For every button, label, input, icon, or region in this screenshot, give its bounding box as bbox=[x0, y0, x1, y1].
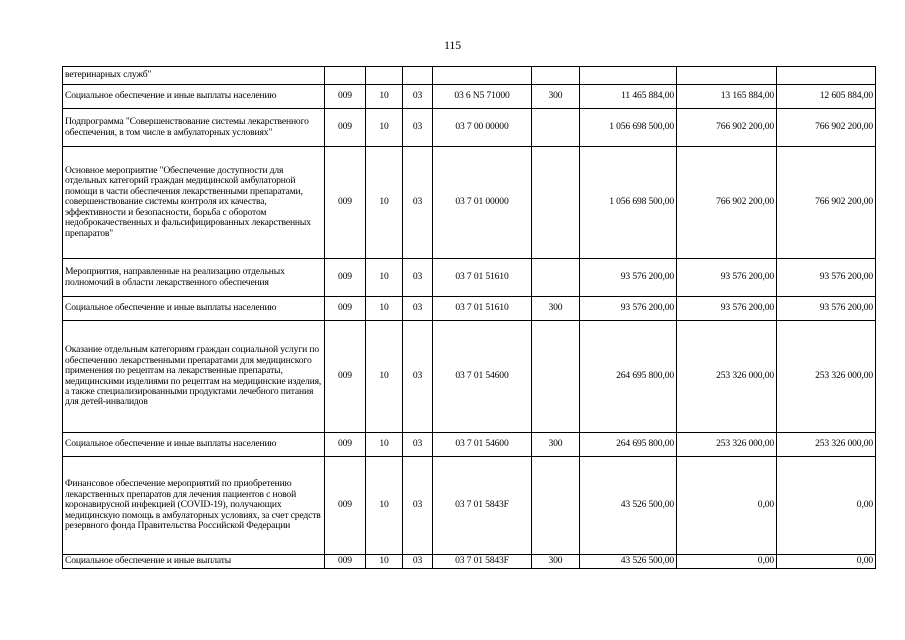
admin-code: 009 bbox=[325, 259, 366, 297]
table-row bbox=[63, 555, 876, 569]
amount-year-3: 766 902 200,00 bbox=[777, 147, 876, 259]
section-code: 10 bbox=[366, 321, 403, 433]
amount-year-2: 253 326 000,00 bbox=[677, 321, 777, 433]
amount-year-2: 13 165 884,00 bbox=[677, 85, 777, 109]
amount-year-2: 93 576 200,00 bbox=[677, 259, 777, 297]
target-article-code bbox=[433, 67, 532, 85]
section-code bbox=[366, 67, 403, 85]
subsection-code: 03 bbox=[403, 297, 433, 321]
target-article-code: 03 7 01 00000 bbox=[433, 147, 532, 259]
amount-year-1: 1 056 698 500,00 bbox=[580, 109, 677, 147]
section-code: 10 bbox=[366, 147, 403, 259]
table-row bbox=[63, 109, 876, 147]
admin-code: 009 bbox=[325, 321, 366, 433]
admin-code bbox=[325, 67, 366, 85]
amount-year-1 bbox=[580, 67, 677, 85]
subsection-code bbox=[403, 67, 433, 85]
expense-type-code: 300 bbox=[532, 555, 580, 569]
amount-year-3: 93 576 200,00 bbox=[777, 259, 876, 297]
row-name: Оказание отдельным категориям граждан социальной услуги по обеспечению лекарственными препаратами для медицинского применения по рецептам на лекарственные препараты, медицинскими изделиями по рецептам на медицинские изделия, а также специализированными продуктами лечебного питания для детей-инвалидов bbox=[63, 321, 325, 433]
amount-year-3 bbox=[777, 67, 876, 85]
expense-type-code bbox=[532, 321, 580, 433]
amount-year-3: 93 576 200,00 bbox=[777, 297, 876, 321]
amount-year-2 bbox=[677, 67, 777, 85]
amount-year-1: 93 576 200,00 bbox=[580, 259, 677, 297]
amount-year-1: 93 576 200,00 bbox=[580, 297, 677, 321]
admin-code: 009 bbox=[325, 457, 366, 555]
amount-year-3: 253 326 000,00 bbox=[777, 321, 876, 433]
row-name: Финансовое обеспечение мероприятий по приобретению лекарственных препаратов для лечения пациентов с новой коронавирусной инфекцией (COVID-19), получающих медицинскую помощь в амбулаторных условиях, за счет средств резервного фонда Правительства Российской Федерации bbox=[63, 457, 325, 555]
expense-type-code bbox=[532, 259, 580, 297]
target-article-code: 03 6 N5 71000 bbox=[433, 85, 532, 109]
amount-year-3: 0,00 bbox=[777, 555, 876, 569]
section-code: 10 bbox=[366, 433, 403, 457]
subsection-code: 03 bbox=[403, 433, 433, 457]
target-article-code: 03 7 01 5843F bbox=[433, 555, 532, 569]
amount-year-2: 253 326 000,00 bbox=[677, 433, 777, 457]
expense-type-code: 300 bbox=[532, 85, 580, 109]
subsection-code: 03 bbox=[403, 109, 433, 147]
row-name: Социальное обеспечение и иные выплаты населению bbox=[63, 297, 325, 321]
target-article-code: 03 7 01 54600 bbox=[433, 433, 532, 457]
amount-year-3: 0,00 bbox=[777, 457, 876, 555]
expense-type-code: 300 bbox=[532, 433, 580, 457]
row-name: Основное мероприятие "Обеспечение доступности для отдельных категорий граждан медицинской амбулаторной помощи в части обеспечения лекарственными препаратами, совершенствование системы контроля их качества, эффективности и безопасности, борьба с оборотом недоброкачественных и фальсифицированных лекарственных препаратов" bbox=[63, 147, 325, 259]
target-article-code: 03 7 01 54600 bbox=[433, 321, 532, 433]
row-name: Социальное обеспечение и иные выплаты населению bbox=[63, 433, 325, 457]
target-article-code: 03 7 01 51610 bbox=[433, 259, 532, 297]
row-name: Социальное обеспечение и иные выплаты bbox=[63, 555, 325, 569]
amount-year-1: 264 695 800,00 bbox=[580, 433, 677, 457]
section-code: 10 bbox=[366, 85, 403, 109]
target-article-code: 03 7 01 5843F bbox=[433, 457, 532, 555]
amount-year-2: 766 902 200,00 bbox=[677, 147, 777, 259]
row-name: Подпрограмма "Совершенствование системы лекарственного обеспечения, в том числе в амбулаторных условиях" bbox=[63, 109, 325, 147]
table-row bbox=[63, 297, 876, 321]
admin-code: 009 bbox=[325, 85, 366, 109]
admin-code: 009 bbox=[325, 555, 366, 569]
table-row bbox=[63, 147, 876, 259]
amount-year-3: 12 605 884,00 bbox=[777, 85, 876, 109]
table-row bbox=[63, 85, 876, 109]
row-name: ветеринарных служб" bbox=[63, 67, 325, 85]
table-row bbox=[63, 67, 876, 85]
admin-code: 009 bbox=[325, 147, 366, 259]
subsection-code: 03 bbox=[403, 555, 433, 569]
page-number: 115 bbox=[444, 38, 461, 52]
amount-year-1: 1 056 698 500,00 bbox=[580, 147, 677, 259]
amount-year-3: 766 902 200,00 bbox=[777, 109, 876, 147]
table-row bbox=[63, 321, 876, 433]
amount-year-2: 0,00 bbox=[677, 457, 777, 555]
target-article-code: 03 7 00 00000 bbox=[433, 109, 532, 147]
expense-type-code bbox=[532, 147, 580, 259]
amount-year-1: 43 526 500,00 bbox=[580, 555, 677, 569]
amount-year-2: 766 902 200,00 bbox=[677, 109, 777, 147]
amount-year-3: 253 326 000,00 bbox=[777, 433, 876, 457]
row-name: Социальное обеспечение и иные выплаты населению bbox=[63, 85, 325, 109]
subsection-code: 03 bbox=[403, 85, 433, 109]
amount-year-2: 0,00 bbox=[677, 555, 777, 569]
row-name: Мероприятия, направленные на реализацию отдельных полномочий в области лекарственного обеспечения bbox=[63, 259, 325, 297]
table-row bbox=[63, 433, 876, 457]
expense-type-code: 300 bbox=[532, 297, 580, 321]
admin-code: 009 bbox=[325, 297, 366, 321]
amount-year-1: 43 526 500,00 bbox=[580, 457, 677, 555]
section-code: 10 bbox=[366, 457, 403, 555]
table-row bbox=[63, 259, 876, 297]
section-code: 10 bbox=[366, 555, 403, 569]
subsection-code: 03 bbox=[403, 321, 433, 433]
amount-year-1: 264 695 800,00 bbox=[580, 321, 677, 433]
expense-type-code bbox=[532, 457, 580, 555]
budget-table bbox=[62, 66, 876, 569]
table-body bbox=[63, 67, 876, 569]
table-row bbox=[63, 457, 876, 555]
admin-code: 009 bbox=[325, 433, 366, 457]
amount-year-1: 11 465 884,00 bbox=[580, 85, 677, 109]
expense-type-code bbox=[532, 109, 580, 147]
section-code: 10 bbox=[366, 297, 403, 321]
subsection-code: 03 bbox=[403, 147, 433, 259]
admin-code: 009 bbox=[325, 109, 366, 147]
target-article-code: 03 7 01 51610 bbox=[433, 297, 532, 321]
subsection-code: 03 bbox=[403, 259, 433, 297]
expense-type-code bbox=[532, 67, 580, 85]
section-code: 10 bbox=[366, 109, 403, 147]
amount-year-2: 93 576 200,00 bbox=[677, 297, 777, 321]
subsection-code: 03 bbox=[403, 457, 433, 555]
section-code: 10 bbox=[366, 259, 403, 297]
